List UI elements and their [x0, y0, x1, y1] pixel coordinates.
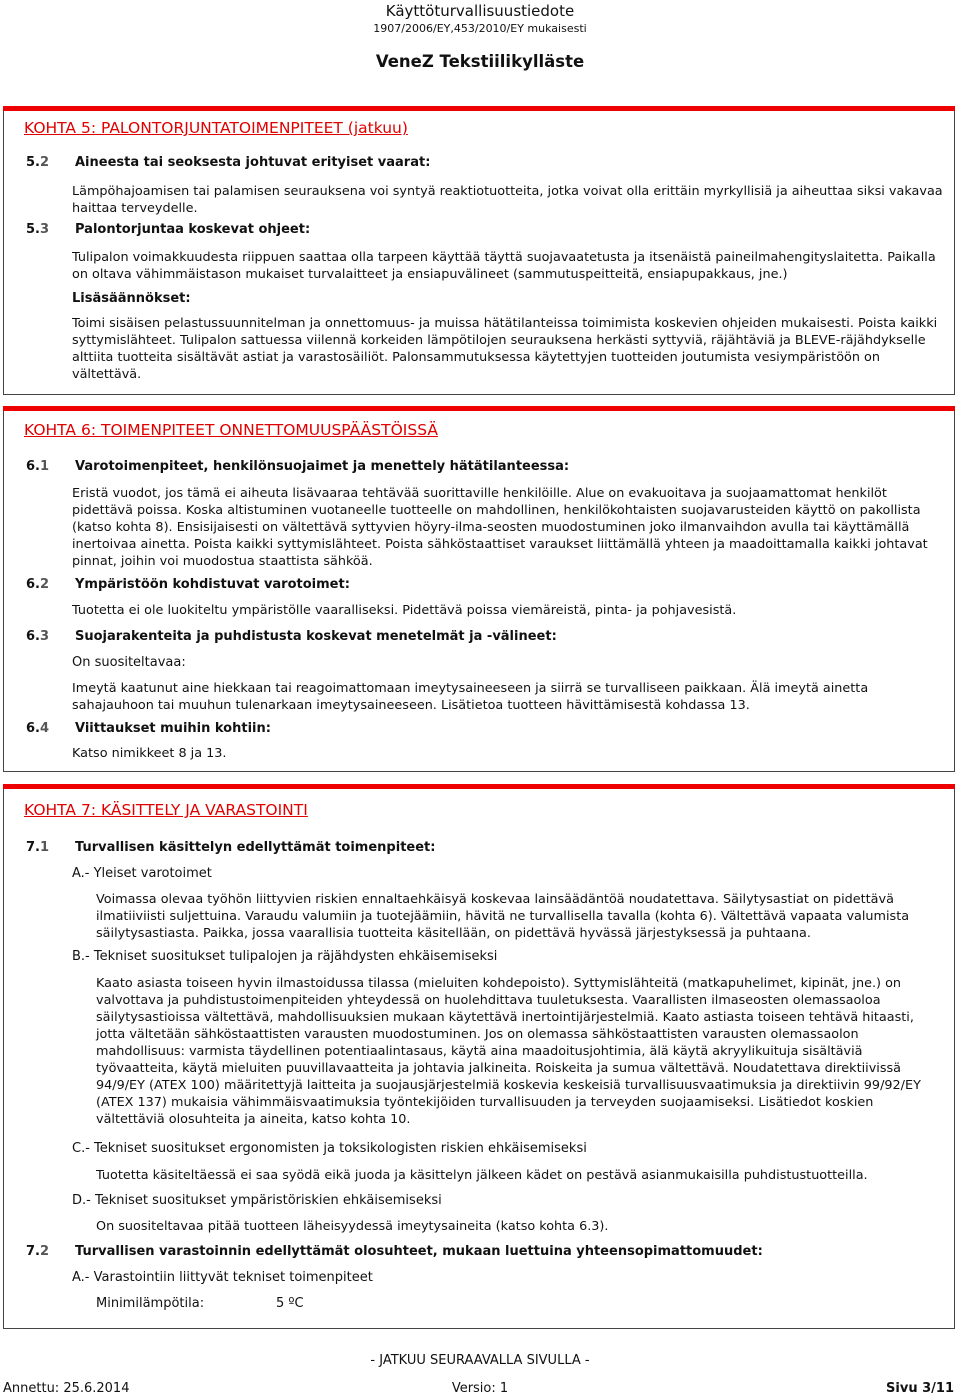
- sub-7-1-c-text: Tuotetta käsiteltäessä ei saa syödä eikä juoda ja käsittelyn jälkeen kädet on pestävä asianmukaisilla puhdistustuotteilla.: [96, 1168, 868, 1183]
- sub-7-1-d-label: D.- Tekniset suositukset ympäristöriskien ehkäisemiseksi: [72, 1193, 442, 1208]
- sub-5-2-title: Aineesta tai seoksesta johtuvat erityiset vaarat:: [75, 155, 431, 170]
- sub-6-1-text: Eristä vuodot, jos tämä ei aiheuta lisävaaraa tehtävää suorittaville henkilöille. Alue on evakuoitava ja suojaamattomat henkilöt pidettävä poissa. Koska altistuminen vuotaneelle tuotteelle on mahdollinen, henkilökohtaisten suojavarusteiden käyttö on pakollista (katso kohta 8). Ensisijaisesti on vältettävä syttyvien höyry-ilma-seosten muodostuminen joko ilmanvaihdon avulla tai käyttämällä inertoivaa ainetta. Poista kaikki syttymislähteet. Poista sähköstaattiset varaukset liittämällä yhteen ja maadoittamalla kaikki johtavat pinnat, joihin voi muodostua staattista sähköä.: [72, 486, 928, 569]
- section-6-title: KOHTA 6: TOIMENPITEET ONNETTOMUUSPÄÄSTÖISSÄ: [24, 421, 438, 439]
- sub-7-1-c-label: C.- Tekniset suositukset ergonomisten ja toksikologisten riskien ehkäisemiseksi: [72, 1141, 587, 1156]
- sub-7-1-a-label: A.- Yleiset varotoimet: [72, 866, 212, 881]
- section-6-red-bar: [3, 406, 955, 411]
- sub-7-2-number: 7.2: [26, 1244, 50, 1259]
- sub-6-4-title: Viittaukset muihin kohtiin:: [75, 721, 271, 736]
- sub-5-3-text: Tulipalon voimakkuudesta riippuen saattaa olla tarpeen käyttää täyttä suojavaatetusta ja itsenäistä paineilmahengityslaitetta. Paikalla on oltava vähimmäistason mukaiset turvalaitteet ja ensiapuvälineet (sammutuspeitteitä, ensiapupakkaus, jne.): [72, 250, 936, 282]
- sub-5-3-extra-text: Toimi sisäisen pelastussuunnitelman ja onnettomuus- ja muissa hätätilanteissa toimimista koskevien ohjeiden mukaisesti. Poista kaikki syttymislähteet. Tulipalon sattuessa viilennä korkeiden lämpötilojen seurauksena herkästi syttyviä, räjähtäviä ja BLEVE-räjähdykselle alttiita tuotteita sisältävät astiat ja varastosäiliöt. Palonsammutuksessa käytettyjen tuotteiden joutumista vesiympäristöön on vältettävä.: [72, 316, 938, 382]
- sub-6-3-text: Imeytä kaatunut aine hiekkaan tai reagoimattomaan imeytysaineeseen ja siirrä se turvalliseen paikkaan. Älä imeytä ainetta sahajauhoon tai muuhun tulenarkaan imeytysaineeseen. Lisätietoa tuotteen hävittämisestä kohdassa 13.: [72, 681, 869, 713]
- min-temp-value: 5 ºC: [276, 1296, 304, 1311]
- sub-6-1-number: 6.1: [26, 459, 50, 474]
- sub-6-1-title: Varotoimenpiteet, henkilönsuojaimet ja menettely hätätilanteessa:: [75, 459, 570, 474]
- document-title: Käyttöturvallisuustiedote: [385, 2, 575, 20]
- sub-7-1-b-label: B.- Tekniset suositukset tulipalojen ja räjähdysten ehkäisemiseksi: [72, 949, 498, 964]
- sub-7-1-title: Turvallisen käsittelyn edellyttämät toimenpiteet:: [75, 840, 436, 855]
- sub-6-3-label: On suositeltavaa:: [72, 655, 186, 670]
- sub-6-4-number: 6.4: [26, 721, 50, 736]
- regulation-reference: 1907/2006/EY,453/2010/EY mukaisesti: [373, 22, 587, 35]
- sub-6-4-text: Katso nimikkeet 8 ja 13.: [72, 746, 227, 761]
- sub-7-1-d-text: On suositeltavaa pitää tuotteen läheisyydessä imeytysaineita (katso kohta 6.3).: [96, 1219, 609, 1234]
- product-name: VeneZ Tekstiilikylläste: [375, 52, 585, 71]
- section-5: [3, 106, 955, 395]
- sub-7-1-b-text: Kaato asiasta toiseen hyvin ilmastoidussa tilassa (mieluiten kohdepoisto). Syttymislähteitä (matkapuhelimet, kipinät, jne.) on valvottava ja puhdistustoimenpiteiden yhteydessä on huolehdittava tuuletuksesta. Vaarallisten ilmaseosten olemassaoloa säilytysastioissa vältettävä, mahdollisuuksien mukaan käytettävä inertointijärjestelmiä. Kaato astiasta toiseen tehtävä hitaasti, jotta vältetään sähköstaattisten varausten muodostuminen. Jos on olemassa sähköstaattisten varausten olemassaolon mahdollisuus: varmista täydellinen potentiaalintasaus, käytä aina maadoitusjohtimia, älä käytä akryylikuituja sisältäviä työvaatteita, käytä mieluiten puuvillavaatteita ja johtavia jalkineita. Roiskeita ja sumua vältettävä. Noudatettava direktiivissä 94/9/EY (ATEX 100) määritettyjä laitteita ja suojausjärjestelmiä koskevia keskeisiä turvallisuusvaatimuksia ja direktiivin 99/92/EY (ATEX 137) mukaisia vähimmäisvaatimuksia työntekijöiden turvallisuuden ja terveyden suojaamiseksi. Lisätiedot koskien vältettäviä olosuhteita ja aineita, katso kohta 10.: [96, 976, 921, 1127]
- sub-6-2-text: Tuotetta ei ole luokiteltu ympäristölle vaaralliseksi. Pidettävä poissa viemäreistä, pinta- ja pohjavesistä.: [72, 603, 737, 618]
- issue-date: Annettu: 25.6.2014: [3, 1381, 130, 1396]
- sub-5-3-number: 5.3: [26, 222, 50, 237]
- sub-7-1-a-text: Voimassa olevaa työhön liittyvien riskien ennaltaehkäisyä koskevaa lainsäädäntöä noudatettava. Säilytysastiat on pidettävä ilmatiiviisti suljettuina. Varaudu valumiin ja tuotejäämiin, hävitä ne turvallisella tavalla (kohta 6). Vältettävä vapaata valumista säilytysastiasta. Paikka, jossa vaarallisia tuotteita käsitellään, on pidettävä hyvässä järjestyksessä ja puhtaana.: [96, 892, 910, 941]
- sub-5-2-number: 5.2: [26, 155, 50, 170]
- section-7-title: KOHTA 7: KÄSITTELY JA VARASTOINTI: [24, 801, 308, 819]
- min-temp-label: Minimilämpötila:: [96, 1296, 205, 1311]
- section-7-red-bar: [3, 784, 955, 789]
- section-5-title: KOHTA 5: PALONTORJUNTATOIMENPITEET (jatkuu): [24, 119, 408, 137]
- sub-6-3-number: 6.3: [26, 629, 50, 644]
- section-6: [3, 406, 955, 772]
- version: Versio: 1: [451, 1381, 509, 1396]
- sub-6-3-title: Suojarakenteita ja puhdistusta koskevat menetelmät ja -välineet:: [75, 629, 557, 644]
- section-7: [3, 784, 955, 1329]
- section-5-red-bar: [3, 106, 955, 111]
- sub-6-2-title: Ympäristöön kohdistuvat varotoimet:: [75, 577, 350, 592]
- continues-next-page: - JATKUU SEURAAVALLA SIVULLA -: [370, 1353, 590, 1368]
- sub-6-2-number: 6.2: [26, 577, 50, 592]
- sub-7-1-number: 7.1: [26, 840, 50, 855]
- sub-5-3-title: Palontorjuntaa koskevat ohjeet:: [75, 222, 311, 237]
- sub-5-3-extra-title: Lisäsäännökset:: [72, 291, 191, 306]
- sub-7-2-a-label: A.- Varastointiin liittyvät tekniset toimenpiteet: [72, 1270, 373, 1285]
- sub-7-2-title: Turvallisen varastoinnin edellyttämät olosuhteet, mukaan luettuina yhteensopimattomuudet:: [75, 1244, 763, 1259]
- sub-5-2-text: Lämpöhajoamisen tai palamisen seurauksena voi syntyä reaktiotuotteita, jotka voivat olla erittäin myrkyllisiä ja aiheuttaa siksi vakavaa haittaa terveydelle.: [72, 184, 943, 216]
- page-number: Sivu 3/11: [886, 1381, 954, 1396]
